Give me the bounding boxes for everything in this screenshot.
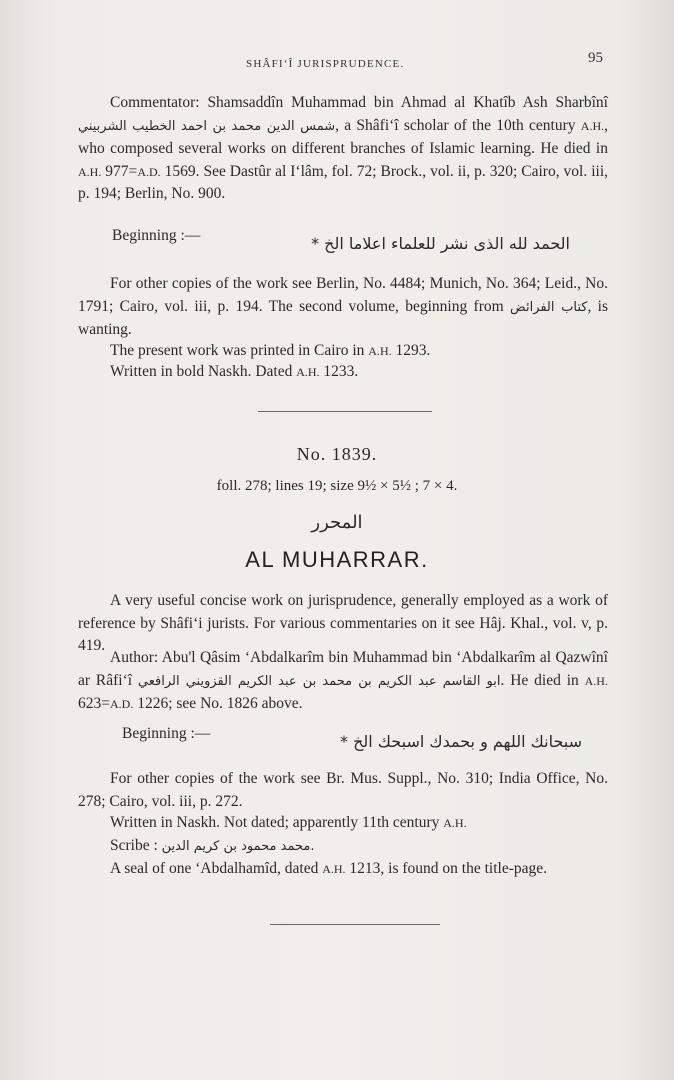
entry-other-copies: For other copies of the work see Br. Mus. Suppl., No. 310; India Office, No. 278; Cairo, vol. iii, p. 272. bbox=[78, 770, 608, 810]
entry-description: A very useful concise work on jurisprudence, generally employed as a work of reference by Shâfi‘i jurists. For various commentaries on it see Hâj. Khal., vol. v, p. 419. bbox=[78, 592, 608, 654]
author-paragraph: Author: Abu'l Qâsim ‘Abdalkarîm bin Muhammad bin ‘Abdalkarîm al Qazwînî ar Râfi‘î ابو القاسم عبد الكريم بن محمد بن عبد الكريم القزويني الرافعي. He died in A.H. 623=A.D. 1226; see No. 1826 above. bbox=[78, 649, 608, 712]
entry-beginning-label: Beginning :— bbox=[122, 725, 211, 742]
entry-title: AL MUHARRAR. bbox=[245, 547, 429, 572]
entry-seal-note: A seal of one ‘Abdalhamîd, dated A.H. 1213, is found on the title-page. bbox=[110, 860, 548, 877]
entry-number: No. 1839. bbox=[296, 444, 378, 464]
entry-written-note: Written in Naskh. Not dated; apparently 11th century A.H. bbox=[110, 814, 467, 831]
other-copies-paragraph: For other copies of the work see Berlin, No. 4484; Munich, No. 364; Leid., No. 1791; Cairo, vol. iii, p. 194. The second volume, beginning from كتاب الفرائض, is wanting. bbox=[78, 275, 608, 338]
commentator-arabic-name: شمس الدين محمد بن احمد الخطيب الشربيني bbox=[78, 118, 336, 134]
entry-beginning-arabic: سبحانك اللهم و بحمدك اسبحك الخ * bbox=[339, 732, 582, 751]
bottom-divider bbox=[270, 924, 440, 925]
author-arabic-name: ابو القاسم عبد الكريم بن محمد بن عبد الكريم القزويني الرافعي bbox=[137, 673, 501, 689]
written-note: Written in bold Naskh. Dated A.H. 1233. bbox=[110, 363, 359, 380]
printed-note: The present work was printed in Cairo in A.H. 1293. bbox=[110, 342, 431, 359]
section-divider bbox=[258, 411, 432, 412]
beginning-arabic: الحمد لله الذى نشر للعلماء اعلاما الخ * bbox=[311, 234, 570, 253]
beginning-label: Beginning :— bbox=[112, 227, 201, 244]
entry-metadata: foll. 278; lines 19; size 9½ × 5½ ; 7 × 4. bbox=[216, 478, 458, 494]
scribe-arabic-name: محمد محمود بن كريم الدين. bbox=[161, 839, 315, 854]
entry-scribe: Scribe : محمد محمود بن كريم الدين. bbox=[110, 837, 315, 854]
running-title: SHÂFI‘Î JURISPRUDENCE. bbox=[246, 58, 405, 70]
commentator-paragraph: Commentator: Shamsaddîn Muhammad bin Ahmad al Khatîb Ash Sharbînî شمس الدين محمد بن احمد الخطيب الشربيني, a Shâfi‘î scholar of the 10th century A.H., who composed several works on different branches of Islamic learning. He died in A.H. 977=A.D. 1569. See Dastûr al I‘lâm, fol. 72; Brock., vol. ii, p. 320; Cairo, vol. iii, p. 194; Berlin, No. 900. bbox=[78, 94, 608, 202]
entry-arabic-title: المحرر bbox=[311, 512, 363, 533]
page-number: 95 bbox=[588, 50, 603, 66]
